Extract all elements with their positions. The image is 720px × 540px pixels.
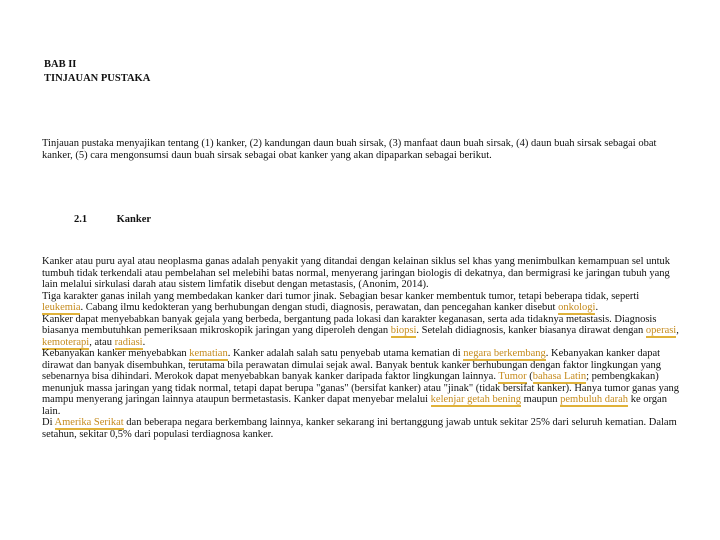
section-body xyxy=(42,256,682,440)
link-negara-berkembang[interactable]: negara berkembang xyxy=(463,348,546,359)
text-run: ke organ lain. xyxy=(42,394,667,417)
link-kematian[interactable]: kematian xyxy=(189,348,228,359)
chapter-heading xyxy=(44,58,150,86)
text-run: . xyxy=(142,336,146,348)
text-run: . Kebanyakan kanker dapat dirawat dan banyak disembuhkan, terutama bila perawatan dimulai sejak awal. Banyak bentuk kanker berhubungan dengan faktor lingkungan yang sebenarnya bisa dihindari. Merokok dapat menyebabkan banyak kanker daripada faktor lingkungan lainnya. xyxy=(42,348,662,382)
text-run: Kanker dapat menyebabkan banyak gejala yang berbeda, bergantung pada lokasi dan karakter keganasan, serta ada tidaknya metastasis. Diagnosis biasanya membutuhkan pemeriksaan mikroskopik jaringan yang diperoleh dengan xyxy=(42,313,657,336)
paragraph-characteristics xyxy=(42,291,682,314)
link-operasi[interactable]: operasi xyxy=(645,325,677,336)
paragraph-diagnosis xyxy=(42,314,682,349)
chapter-label: BAB II xyxy=(44,59,77,70)
link-amerika-serikat[interactable]: Amerika Serikat xyxy=(54,417,124,428)
text-run: maupun xyxy=(521,394,561,405)
link-leukemia[interactable]: leukemia xyxy=(42,302,81,313)
chapter-title: TINJAUAN PUSTAKA xyxy=(44,73,151,84)
paragraph-statistics xyxy=(42,417,682,440)
link-pembuluh-darah[interactable]: pembuluh darah xyxy=(560,394,629,405)
link-radiasi[interactable]: radiasi xyxy=(114,336,143,348)
link-bahasa-latin[interactable]: bahasa Latin xyxy=(532,371,587,382)
section-heading xyxy=(74,214,151,225)
text-run: . Cabang ilmu kedokteran yang berhubungan dengan studi, diagnosis, perawatan, dan pencegahan kanker disebut xyxy=(80,302,559,313)
link-kelenjar-getah-bening[interactable]: kelenjar getah bening xyxy=(430,394,522,405)
link-biopsi[interactable]: biopsi xyxy=(390,325,417,336)
paragraph-mortality xyxy=(42,348,682,417)
text-run: ( xyxy=(526,371,533,382)
text-run: , atau xyxy=(89,336,115,348)
link-tumor[interactable]: Tumor xyxy=(498,371,527,382)
text-run: Di xyxy=(42,417,55,428)
text-run: dan beberapa negara berkembang lainnya, kanker sekarang ini bertanggung jawab untuk sekitar 25% dari seluruh kematian. Dalam setahun, sekitar 0,5% dari populasi terdiagnosa kanker. xyxy=(42,417,677,440)
text-run: . Kanker adalah salah satu penyebab utama kematian di xyxy=(227,348,464,359)
text-run: , xyxy=(676,325,679,336)
text-run: . Setelah didiagnosis, kanker biasanya dirawat dengan xyxy=(416,325,646,336)
text-run: Tiga karakter ganas inilah yang membedakan kanker dari tumor jinak. Sebagian besar kanker membentuk tumor, tetapi beberapa tidak, seperti xyxy=(42,290,640,302)
section-number: 2.1 xyxy=(74,214,88,225)
link-kemoterapi[interactable]: kemoterapi xyxy=(42,336,90,348)
link-onkologi[interactable]: onkologi xyxy=(558,302,596,313)
text-run: Kebanyakan kanker menyebabkan xyxy=(42,348,190,359)
paragraph-definition: Kanker atau puru ayal atau neoplasma ganas adalah penyakit yang ditandai dengan kelainan siklus sel khas yang menimbulkan kemampuan sel untuk tumbuh tidak terkendali atau pembelahan sel melebihi batas normal, menyerang jaringan biologis di dekatnya, dan bermigrasi ke jaringan tubuh yang lain melalui sirkulasi darah atau sistem limfatik disebut dengan metastasis, (Anonim, 2014). xyxy=(42,256,671,290)
section-title: Kanker xyxy=(116,214,152,225)
text-run: ; pembengkakan) menunjuk massa jaringan yang tidak normal, tetapi dapat berupa "ganas" (bersifat kanker) atau "jinak" (tidak bersifat kanker). Hanya tumor ganas yang mampu menyerang jaringan lainnya ataupun bermetastasis. Kanker dapat menyebar melalui xyxy=(42,371,680,405)
text-run: . xyxy=(595,302,599,313)
intro-paragraph: Tinjauan pustaka menyajikan tentang (1) kanker, (2) kandungan daun buah sirsak, (3) manfaat daun buah sirsak, (4) daun buah sirsak sebagai obat kanker, (5) cara mengonsumsi daun buah sirsak sebagai obat kanker yang akan dipaparkan sebagai berikut. xyxy=(42,138,657,161)
